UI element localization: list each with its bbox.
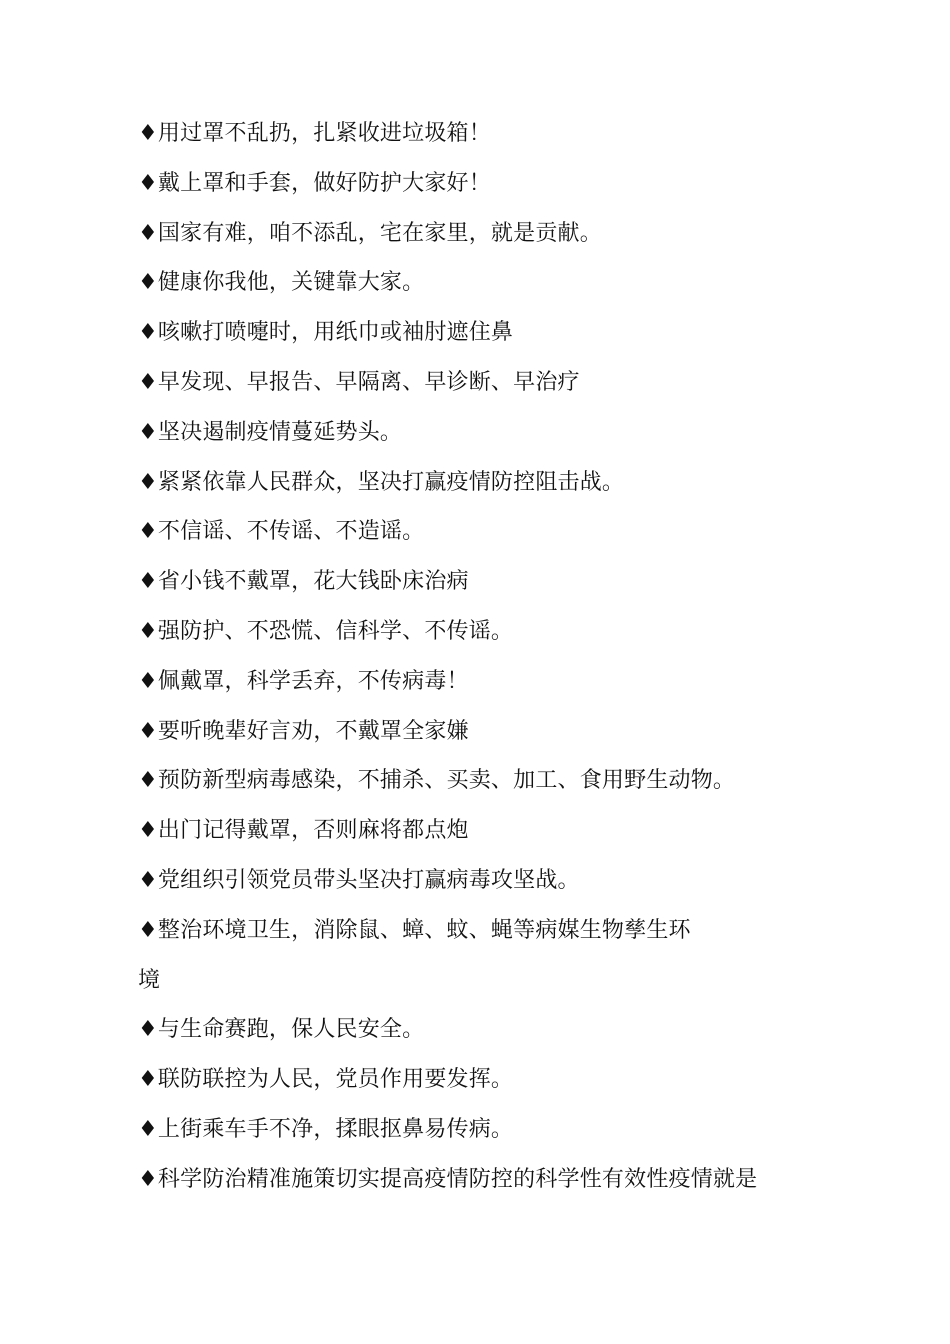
slogan-line: ♦国家有难，咱不添乱，宅在家里，就是贡献。 — [138, 220, 602, 246]
slogan-line: ♦紧紧依靠人民群众，坚决打赢疫情防控阻击战。 — [138, 469, 625, 495]
slogan-line: ♦科学防治精准施策切实提高疫情防控的科学性有效性疫情就是 — [138, 1166, 758, 1192]
slogan-line: ♦戴上罩和手套，做好防护大家好！ — [138, 170, 491, 196]
slogan-line: ♦省小钱不戴罩，花大钱卧床治病 — [138, 569, 469, 595]
slogan-line: ♦与生命赛跑，保人民安全。 — [138, 1017, 425, 1043]
slogan-line: ♦出门记得戴罩，否则麻将都点炮 — [138, 818, 469, 844]
slogan-line: ♦要听晚辈好言劝，不戴罩全家嫌 — [138, 718, 469, 744]
slogan-line: ♦用过罩不乱扔，扎紧收进垃圾箱！ — [138, 121, 491, 146]
slogan-line: ♦佩戴罩，科学丢弃，不传病毒！ — [138, 668, 469, 694]
slogan-line: ♦强防护、不恐慌、信科学、不传谣。 — [138, 618, 514, 644]
slogan-line: ♦党组织引领党员带头坚决打赢病毒攻坚战。 — [138, 867, 580, 893]
slogan-list — [138, 112, 858, 1208]
slogan-line: ♦坚决遏制疫情蔓延势头。 — [138, 419, 403, 445]
slogan-line-continuation: 境 — [138, 967, 161, 993]
slogan-line: ♦预防新型病毒感染，不捕杀、买卖、加工、食用野生动物。 — [138, 768, 736, 794]
slogan-line: ♦健康你我他，关键靠大家。 — [138, 270, 425, 296]
slogan-line: ♦早发现、早报告、早隔离、早诊断、早治疗 — [138, 369, 580, 395]
slogan-line: ♦联防联控为人民，党员作用要发挥。 — [138, 1067, 514, 1093]
slogan-line: ♦上街乘车手不净，揉眼抠鼻易传病。 — [138, 1116, 514, 1142]
slogan-line: ♦整治环境卫生，消除鼠、蟑、蚊、蝇等病媒生物孳生环 — [138, 917, 691, 943]
slogan-line: ♦不信谣、不传谣、不造谣。 — [138, 519, 425, 545]
slogan-line: ♦咳嗽打喷嚏时，用纸巾或袖肘遮住鼻 — [138, 320, 514, 346]
